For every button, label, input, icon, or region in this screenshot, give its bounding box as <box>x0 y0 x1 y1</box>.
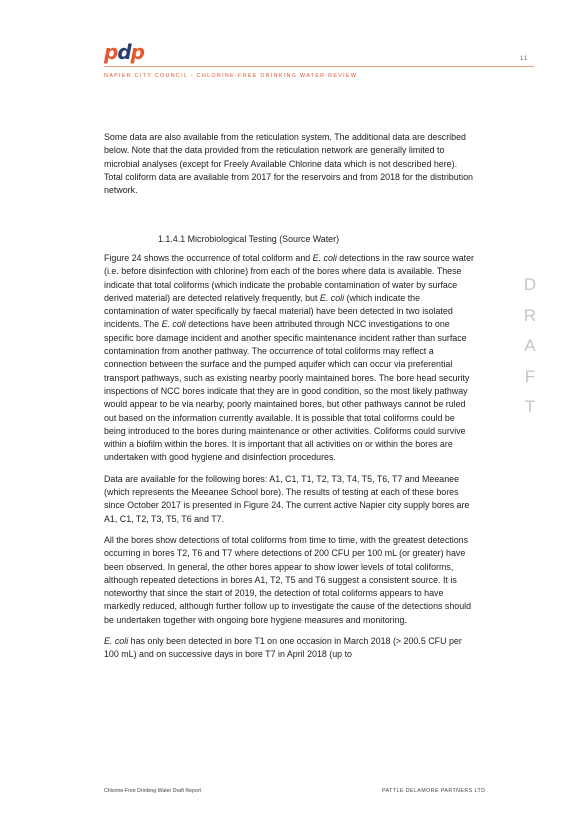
paragraph-3: All the bores show detections of total coliforms from time to time, with the greatest detections occurring in bores T2, T6 and T7 where detections of 200 CFU per 100 mL (or greater) have been observed. In general, the other bores appear to show lower levels of total coliforms, although repeated detections in bores A1, T2, T5 and T6 suggest a consistent source. It is noteworthy that since the start of 2019, the detection of total coliforms appears to have markedly reduced, although further follow up to investigate the cause of the detections should be undertaken together with ongoing bore hygiene measures and monitoring. <box>104 534 472 625</box>
footer-company-name: PATTLE DELAMORE PARTNERS LTD <box>382 788 486 794</box>
company-logo: pdp <box>104 40 144 64</box>
footer-report-title: Chlorine-Free Drinking Water Draft Report <box>104 788 201 794</box>
header-divider <box>104 66 534 67</box>
intro-paragraph <box>104 131 476 205</box>
paragraph-2: Data are available for the following bores: A1, C1, T1, T2, T3, T4, T5, T6, T7 and Meeanee (which represents the Meeanee School bore). The results of testing at each of these bores since October 2017 is presented in Figure 24. The current active Napier city supply bores are A1, C1, T2, T3, T5, T6 and T7. <box>104 473 470 524</box>
page-number: 11 <box>520 56 529 62</box>
section-body <box>104 252 476 670</box>
intro-text: Some data are also available from the reticulation system. The additional data are described below. Note that the data provided from the reticulation network are generally limited to microbial analyses (except for Freely Available Chlorine data which is not described here). Total coliform data are available from 2017 for the reservoirs and from 2018 for the distribution network. <box>104 132 473 196</box>
draft-watermark: D R A F T <box>523 275 537 416</box>
section-heading: 1.1.4.1 Microbiological Testing (Source Water) <box>158 234 340 244</box>
document-header-title: NAPIER CITY COUNCIL - CHLORINE-FREE DRINKING WATER REVIEW <box>104 73 358 79</box>
paragraph-4: E. coli has only been detected in bore T1 on one occasion in March 2018 (> 200.5 CFU per 100 mL) and on successive days in bore T7 in April 2018 (up to <box>104 636 462 660</box>
paragraph-1: Figure 24 shows the occurrence of total coliform and E. coli detections in the raw source water (i.e. before disinfection with chlorine) from each of the bores where data is available. These indicate that total coliforms (which indicate the probable contamination of water by surface derived material) are detected relatively frequently, but E. coli (which indicate the contamination of water specifically by faecal material) have been detected in two isolated incidents. The E. coli detections have been attributed through NCC investigations to one specific bore damage incident and another specific maintenance incident rather than surface contamination from another pathway. The occurrence of total coliforms may reflect a connection between the surface and the pumped aquifer which can occur via preferential transport pathways, such as existing nearby poorly maintained bores. The bore head security inspections of NCC bores indicate that they are in good condition, so the most likely pathway would appear to be via nearby, poorly maintained bores, but other pathways cannot be ruled out based on the information currently available. It is possible that total coliforms could be being introduced to the bores during maintenance or other activities. Coliforms could survive within a biofilm within the bores. It is important that all activities on or within the bores are undertaken with good hygiene and disinfection procedures. <box>104 253 474 463</box>
